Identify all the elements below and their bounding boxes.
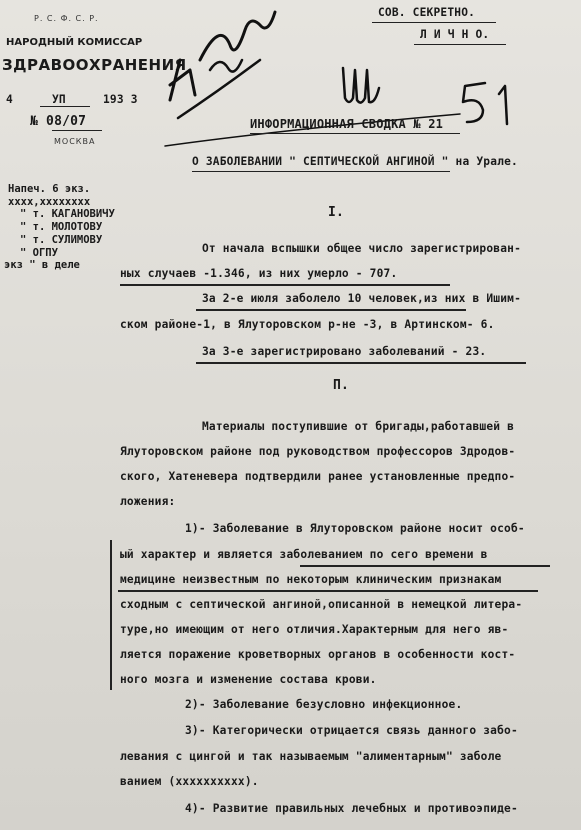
letterhead-number: № 08/07 <box>30 114 87 129</box>
stamp-secret-underline <box>372 22 496 23</box>
letterhead-republic: Р. С. Ф. С. Р. <box>34 14 99 23</box>
section-line: ского, Хатеневера подтвердили ранее установленные предпо- <box>120 470 516 483</box>
distribution-file: экз " в деле <box>4 259 80 271</box>
section-heading: П. <box>333 378 350 393</box>
section-line: 2)- Заболевание безусловно инфекционное. <box>185 698 463 711</box>
handwritten-underline <box>196 362 526 364</box>
letterhead-city: МОСКВА <box>54 137 96 146</box>
distribution-item: " т. КАГАНОВИЧУ <box>20 208 115 220</box>
section-line: ый характер и является заболеванием по сего времени в <box>120 548 488 561</box>
distribution-item: " т. СУЛИМОВУ <box>20 234 103 246</box>
section-line: От начала вспышки общее число зарегистрирован- <box>202 242 522 255</box>
margin-mark <box>110 540 112 690</box>
section-line: сходным с септической ангиной,описанной в немецкой литера- <box>120 598 523 611</box>
section-line: За 2-е июля заболело 10 человек,из них в Ишим- <box>202 292 522 305</box>
date-month-underline <box>40 106 90 107</box>
subtitle-underline <box>192 171 450 172</box>
document-subtitle: О ЗАБОЛЕВАНИИ " СЕПТИЧЕСКОЙ АНГИНОЙ " на Урале. <box>192 155 518 168</box>
handwritten-underline <box>300 565 550 567</box>
letterhead-date-month: УП <box>52 93 66 106</box>
title-underline <box>250 133 460 134</box>
stamp-personal-underline <box>414 44 506 45</box>
section-line: ском районе-1, в Ялуторовском р-не -3, в Артинском- 6. <box>120 318 495 331</box>
section-line: ляется поражение кроветворных органов в особенности кост- <box>120 648 516 661</box>
section-line: ных случаев -1.346, из них умерло - 707. <box>120 267 398 280</box>
handwritten-underline <box>196 309 466 311</box>
distribution-crossed: хххх,хххххххх <box>8 196 91 208</box>
handwritten-initial <box>335 58 395 113</box>
handwritten-underline <box>118 590 538 592</box>
section-line: 4)- Развитие правильных лечебных и противоэпиде- <box>185 802 518 815</box>
section-line: 1)- Заболевание в Ялуторовском районе носит особ- <box>185 522 525 535</box>
distribution-item: " т. МОЛОТОВУ <box>20 221 103 233</box>
section-line: 3)- Категорически отрицается связь данного забо- <box>185 724 518 737</box>
section-line: ложения: <box>120 495 176 508</box>
document-title: ИНФОРМАЦИОННАЯ СВОДКА № 21 <box>250 117 444 131</box>
section-line: медицине неизвестным по некоторым клиническим признакам <box>120 573 502 586</box>
number-underline <box>52 130 102 131</box>
letterhead-date-year: 193 3 <box>103 93 138 106</box>
section-line: За 3-е зарегистрировано заболеваний - 23. <box>202 345 487 358</box>
section-line: ванием (хххххххххх). <box>120 775 259 788</box>
section-line: Материалы поступившие от бригады,работавшей в <box>202 420 515 433</box>
handwritten-underline <box>120 284 450 286</box>
section-line: левания с цингой и так называемым "алиментарным" заболе <box>120 750 502 763</box>
distribution-item: " ОГПУ <box>20 247 58 259</box>
letterhead-ministry: ЗДРАВООХРАНЕНИЯ <box>2 56 187 74</box>
distribution-copies: Напеч. 6 экз. <box>8 183 91 195</box>
stamp-personal: Л И Ч Н О. <box>420 28 490 41</box>
section-line: Ялуторовском районе под руководством профессоров Здродов- <box>120 445 516 458</box>
section-line: ного мозга и изменение состава крови. <box>120 673 377 686</box>
letterhead-commissariat: НАРОДНЫЙ КОМИССАР <box>6 37 143 48</box>
stamp-secret: СОВ. СЕКРЕТНО. <box>378 6 476 19</box>
section-line: туре,но имеющим от него отличия.Характерным для него яв- <box>120 623 509 636</box>
letterhead-date-day: 4 <box>6 93 13 106</box>
section-heading: I. <box>328 205 345 220</box>
